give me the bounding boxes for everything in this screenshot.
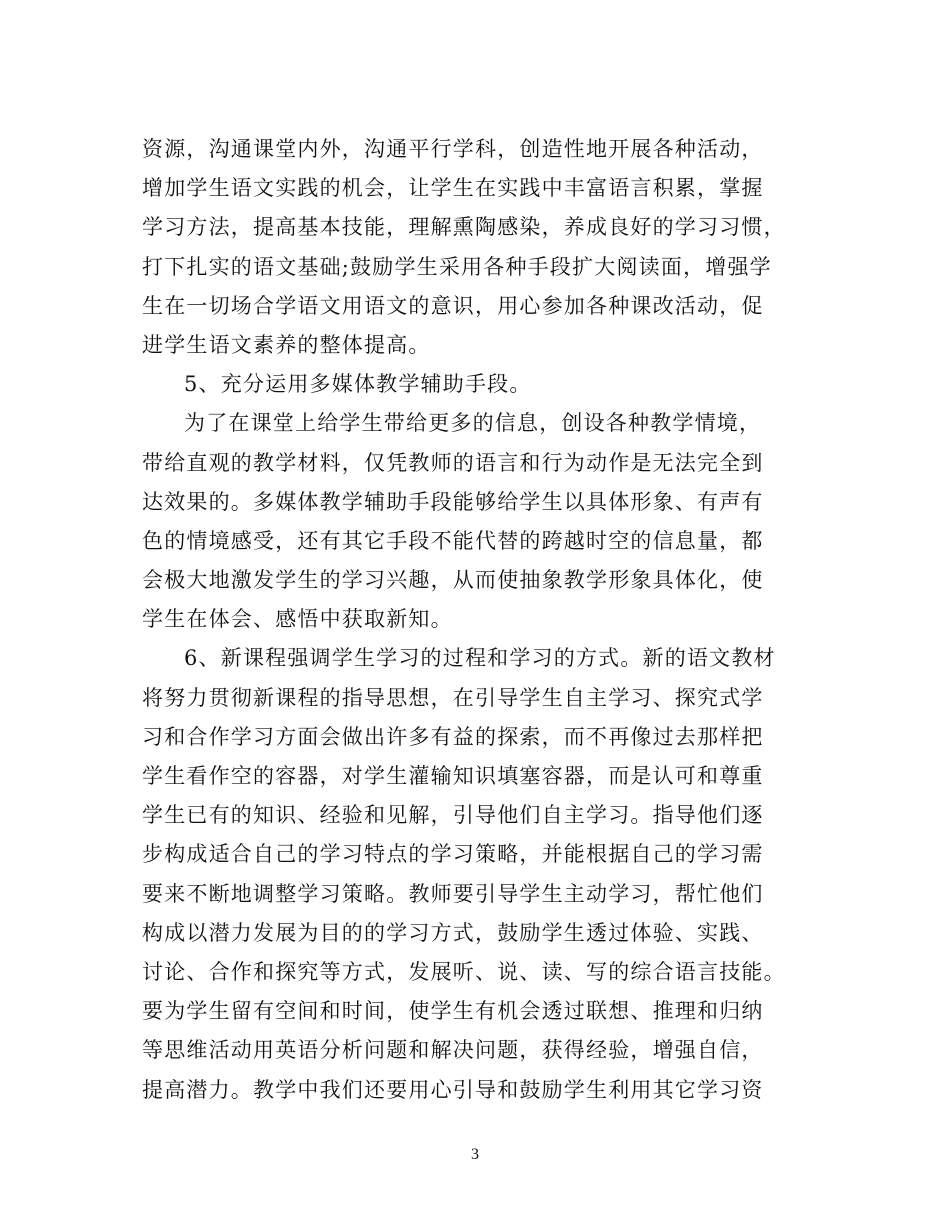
text-line: 提高潜力。教学中我们还要用心引导和鼓励学生利用其它学习资 bbox=[142, 1077, 764, 1102]
text-line: 资源，沟通课堂内外，沟通平行学科，创造性地开展各种活动， bbox=[142, 137, 764, 161]
text-line: 等思维活动用英语分析问题和解决问题，获得经验，增强自信， bbox=[142, 1038, 764, 1063]
text-line: 学习方法，提高基本技能，理解熏陶感染，养成良好的学习习惯， bbox=[142, 215, 786, 240]
text-line: 色的情境感受，还有其它手段不能代替的跨越时空的信息量，都 bbox=[142, 528, 764, 553]
text-line: 将努力贯彻新课程的指导思想，在引导学生自主学习、探究式学 bbox=[142, 685, 764, 710]
page-number: 3 bbox=[471, 1146, 479, 1163]
text-line: 要来不断地调整学习策略。教师要引导学生主动学习，帮忙他们 bbox=[142, 881, 764, 906]
text-line: 5、充分运用多媒体教学辅助手段。 bbox=[184, 372, 532, 397]
text-line: 讨论、合作和探究等方式，发展听、说、读、写的综合语言技能。 bbox=[142, 959, 786, 984]
text-line: 进学生语文素养的整体提高。 bbox=[142, 332, 431, 357]
text-line: 达效果的。多媒体教学辅助手段能够给学生以具体形象、有声有 bbox=[142, 489, 764, 514]
text-line: 打下扎实的语文基础;鼓励学生采用各种手段扩大阅读面，增强学 bbox=[142, 254, 772, 279]
text-line: 带给直观的教学材料，仅凭教师的语言和行为动作是无法完全到 bbox=[142, 450, 764, 475]
text-line: 增加学生语文实践的机会，让学生在实践中丰富语言积累，掌握 bbox=[142, 176, 764, 201]
text-line: 为了在课堂上给学生带给更多的信息，创设各种教学情境， bbox=[184, 411, 762, 436]
text-line: 习和合作学习方面会做出许多有益的探索，而不再像过去那样把 bbox=[142, 724, 764, 749]
text-line: 会极大地激发学生的学习兴趣，从而使抽象教学形象具体化，使 bbox=[142, 568, 764, 593]
text-line: 学生在体会、感悟中获取新知。 bbox=[142, 607, 453, 632]
text-line: 6、新课程强调学生学习的过程和学习的方式。新的语文教材 bbox=[184, 646, 776, 671]
text-line: 步构成适合自己的学习特点的学习策略，并能根据自己的学习需 bbox=[142, 842, 764, 867]
body-text bbox=[142, 130, 812, 1110]
text-line: 学生已有的知识、经验和见解，引导他们自主学习。指导他们逐 bbox=[142, 803, 764, 828]
text-line: 要为学生留有空间和时间，使学生有机会透过联想、推理和归纳 bbox=[142, 999, 764, 1024]
text-line: 学生看作空的容器，对学生灌输知识填塞容器，而是认可和尊重 bbox=[142, 764, 764, 788]
text-line: 构成以潜力发展为目的的学习方式，鼓励学生透过体验、实践、 bbox=[142, 920, 764, 945]
text-line: 生在一切场合学语文用语文的意识，用心参加各种课改活动，促 bbox=[142, 293, 764, 318]
